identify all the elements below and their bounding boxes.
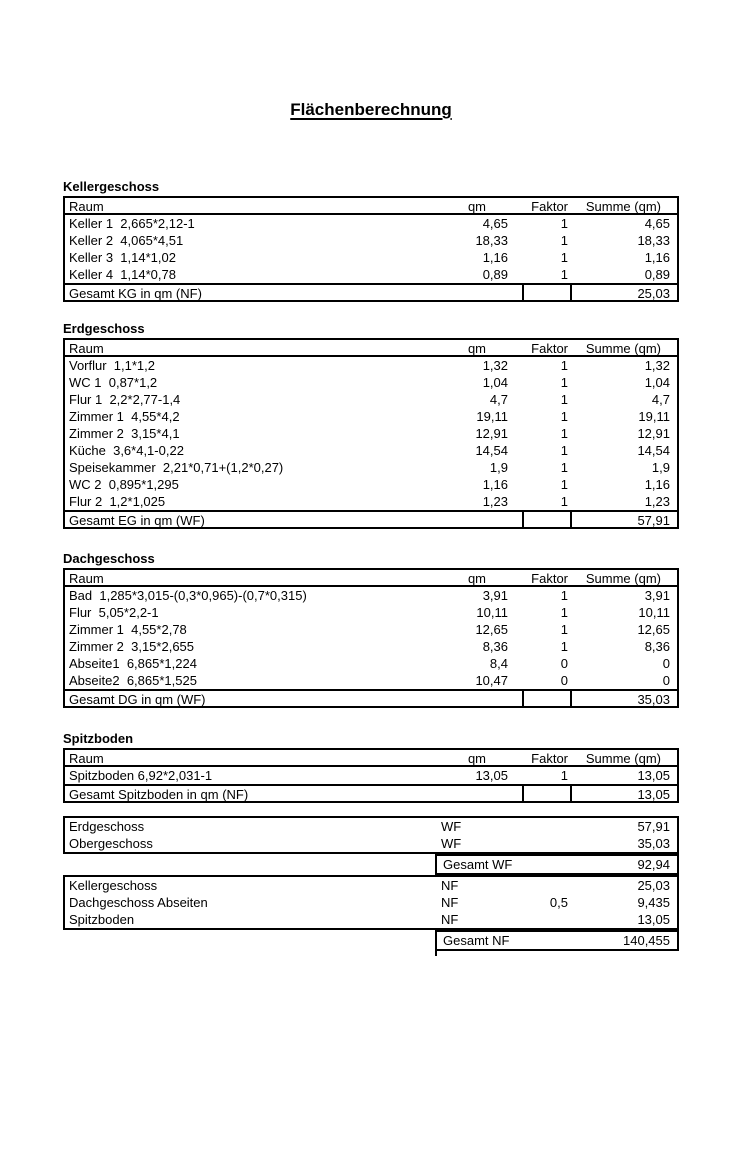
table-row	[65, 391, 677, 408]
total-value: 35,03	[637, 692, 670, 706]
document-page	[0, 100, 742, 956]
faktor-cell: 0	[560, 656, 568, 671]
total-faktor-empty-cell	[522, 786, 572, 801]
faktor-cell: 1	[560, 639, 568, 654]
table-row	[65, 357, 677, 374]
column-header-qm: qm	[467, 751, 486, 765]
qm-cell: 8,36	[482, 639, 508, 654]
table-row	[65, 266, 677, 283]
summary-value: 35,03	[637, 836, 670, 851]
summary-floor-name: Obergeschoss	[69, 836, 153, 851]
summary-row	[65, 835, 677, 852]
summe-cell: 14,54	[637, 443, 670, 458]
faktor-cell: 1	[560, 443, 568, 458]
summe-cell: 13,05	[637, 768, 670, 783]
column-header-qm: qm	[467, 571, 486, 585]
column-header-faktor: Faktor	[531, 751, 568, 765]
table-row	[65, 587, 677, 604]
summary-total-value: 140,455	[623, 933, 670, 948]
faktor-cell: 1	[560, 588, 568, 603]
room-cell: Flur 1 2,2*2,77-1,4	[69, 392, 181, 407]
area-table-spitzboden	[63, 748, 679, 803]
summary-faktor	[522, 818, 572, 835]
qm-cell: 8,4	[489, 656, 508, 671]
room-cell: Zimmer 2 3,15*2,655	[69, 639, 195, 654]
room-cell: WC 2 0,895*1,295	[69, 477, 179, 492]
qm-cell: 1,04	[482, 375, 508, 390]
summe-cell: 4,7	[651, 392, 670, 407]
qm-cell: 13,05	[475, 768, 508, 783]
faktor-cell: 1	[560, 267, 568, 282]
summary-value: 25,03	[637, 878, 670, 893]
total-faktor-empty-cell	[522, 512, 572, 527]
qm-cell: 1,23	[482, 494, 508, 509]
faktor-cell: 1	[560, 409, 568, 424]
faktor-cell: 1	[560, 605, 568, 620]
section-label-erdgeschoss: Erdgeschoss	[63, 321, 145, 336]
section-label-dachgeschoss: Dachgeschoss	[63, 551, 155, 566]
qm-cell: 14,54	[475, 443, 508, 458]
room-cell: Flur 2 1,2*1,025	[69, 494, 166, 509]
total-label: Gesamt Spitzboden in qm (NF)	[69, 787, 249, 801]
column-header-faktor: Faktor	[531, 341, 568, 355]
summary-value: 9,435	[637, 895, 670, 910]
table-row	[65, 476, 677, 493]
qm-cell: 4,65	[482, 216, 508, 231]
table-row	[65, 232, 677, 249]
qm-cell: 0,89	[482, 267, 508, 282]
area-table-erdgeschoss	[63, 338, 679, 529]
column-header-raum: Raum	[69, 571, 104, 585]
qm-cell: 12,91	[475, 426, 508, 441]
summe-cell: 1,16	[644, 477, 670, 492]
section-label-kellergeschoss: Kellergeschoss	[63, 179, 160, 194]
room-cell: Keller 3 1,14*1,02	[69, 250, 176, 265]
faktor-cell: 1	[560, 358, 568, 373]
summe-cell: 1,04	[644, 375, 670, 390]
faktor-cell: 1	[560, 233, 568, 248]
table-row	[65, 621, 677, 638]
summary-nf-total-box	[435, 930, 679, 951]
faktor-cell: 0	[560, 673, 568, 688]
table-row	[65, 249, 677, 266]
column-header-summe: Summe (qm)	[585, 751, 661, 765]
summe-cell: 0	[662, 673, 670, 688]
page-title: Flächenberechnung	[290, 100, 452, 119]
room-cell: Spitzboden 6,92*2,031-1	[69, 768, 213, 783]
summary-row	[65, 894, 677, 911]
faktor-cell: 1	[560, 494, 568, 509]
summary-wf-box	[63, 816, 679, 854]
room-cell: Zimmer 1 4,55*4,2	[69, 409, 180, 424]
summary-wf-total-box	[435, 854, 679, 875]
summary-total-value: 92,94	[637, 857, 670, 872]
table-total-row	[65, 510, 677, 527]
summe-cell: 0,89	[644, 267, 670, 282]
table-header-row	[65, 340, 677, 357]
faktor-cell: 1	[560, 250, 568, 265]
summary-row	[65, 818, 677, 835]
table-total-row	[65, 689, 677, 706]
table-row	[65, 672, 677, 689]
faktor-cell: 1	[560, 216, 568, 231]
total-value: 25,03	[637, 286, 670, 300]
table-row	[65, 442, 677, 459]
table-total-row	[65, 784, 677, 801]
summary-total-label: Gesamt WF	[443, 857, 513, 872]
room-cell: Zimmer 1 4,55*2,78	[69, 622, 187, 637]
qm-cell: 1,16	[482, 250, 508, 265]
qm-cell: 3,91	[482, 588, 508, 603]
faktor-cell: 1	[560, 426, 568, 441]
summary-area-type: NF	[441, 912, 459, 927]
summary-value: 13,05	[637, 912, 670, 927]
summary-area-type: NF	[441, 878, 459, 893]
table-row	[65, 604, 677, 621]
qm-cell: 19,11	[476, 409, 508, 424]
room-cell: Flur 5,05*2,2-1	[69, 605, 159, 620]
summe-cell: 19,11	[638, 409, 670, 424]
qm-cell: 1,9	[489, 460, 508, 475]
summary-faktor: 0,5	[549, 895, 568, 910]
summe-cell: 1,23	[644, 494, 670, 509]
faktor-cell: 1	[560, 460, 568, 475]
section-label-spitzboden: Spitzboden	[63, 731, 134, 746]
summe-cell: 1,16	[644, 250, 670, 265]
area-table-kellergeschoss	[63, 196, 679, 302]
table-row	[65, 638, 677, 655]
border-stub	[435, 951, 437, 956]
qm-cell: 1,32	[482, 358, 508, 373]
summary-faktor	[522, 911, 572, 928]
qm-cell: 4,7	[489, 392, 508, 407]
summary-section	[63, 816, 679, 956]
summary-total-label: Gesamt NF	[443, 933, 510, 948]
room-cell: Abseite2 6,865*1,525	[69, 673, 197, 688]
faktor-cell: 1	[560, 768, 568, 783]
summary-faktor	[522, 835, 572, 852]
room-cell: Keller 2 4,065*4,51	[69, 233, 184, 248]
total-faktor-empty-cell	[522, 691, 572, 706]
faktor-cell: 1	[560, 622, 568, 637]
table-header-row	[65, 750, 677, 767]
room-cell: Vorflur 1,1*1,2	[69, 358, 155, 373]
column-header-raum: Raum	[69, 199, 104, 213]
table-row	[65, 767, 677, 784]
summary-floor-name: Kellergeschoss	[69, 878, 158, 893]
summary-area-type: WF	[441, 819, 462, 834]
table-row	[65, 425, 677, 442]
qm-cell: 10,11	[476, 605, 508, 620]
summe-cell: 12,65	[637, 622, 670, 637]
table-row	[65, 374, 677, 391]
qm-cell: 1,16	[482, 477, 508, 492]
total-value: 13,05	[637, 787, 670, 801]
summary-area-type: NF	[441, 895, 459, 910]
column-header-summe: Summe (qm)	[585, 199, 661, 213]
summe-cell: 1,32	[644, 358, 670, 373]
summary-floor-name: Spitzboden	[69, 912, 135, 927]
qm-cell: 12,65	[475, 622, 508, 637]
column-header-summe: Summe (qm)	[585, 571, 661, 585]
qm-cell: 10,47	[475, 673, 508, 688]
summary-floor-name: Dachgeschoss Abseiten	[69, 895, 208, 910]
summe-cell: 1,9	[651, 460, 670, 475]
summe-cell: 10,11	[638, 605, 670, 620]
summary-row	[65, 911, 677, 928]
total-label: Gesamt DG in qm (WF)	[69, 692, 206, 706]
room-cell: WC 1 0,87*1,2	[69, 375, 158, 390]
room-cell: Keller 4 1,14*0,78	[69, 267, 176, 282]
room-cell: Küche 3,6*4,1-0,22	[69, 443, 184, 458]
summary-nf-box	[63, 875, 679, 930]
total-label: Gesamt EG in qm (WF)	[69, 513, 205, 527]
total-faktor-empty-cell	[522, 285, 572, 300]
table-row	[65, 493, 677, 510]
faktor-cell: 1	[560, 375, 568, 390]
column-header-qm: qm	[467, 199, 486, 213]
room-cell: Keller 1 2,665*2,12-1	[69, 216, 195, 231]
table-header-row	[65, 570, 677, 587]
column-header-raum: Raum	[69, 751, 104, 765]
summe-cell: 4,65	[644, 216, 670, 231]
summary-faktor	[522, 877, 572, 894]
summe-cell: 0	[662, 656, 670, 671]
summe-cell: 18,33	[637, 233, 670, 248]
qm-cell: 18,33	[475, 233, 508, 248]
column-header-raum: Raum	[69, 341, 104, 355]
total-value: 57,91	[637, 513, 670, 527]
column-header-faktor: Faktor	[531, 571, 568, 585]
summe-cell: 8,36	[644, 639, 670, 654]
table-row	[65, 408, 677, 425]
summary-area-type: WF	[441, 836, 462, 851]
column-header-summe: Summe (qm)	[585, 341, 661, 355]
area-table-dachgeschoss	[63, 568, 679, 708]
table-total-row	[65, 283, 677, 300]
column-header-faktor: Faktor	[531, 199, 568, 213]
table-row	[65, 459, 677, 476]
faktor-cell: 1	[560, 477, 568, 492]
summe-cell: 3,91	[644, 588, 670, 603]
summary-value: 57,91	[637, 819, 670, 834]
faktor-cell: 1	[560, 392, 568, 407]
summary-floor-name: Erdgeschoss	[69, 819, 145, 834]
summe-cell: 12,91	[637, 426, 670, 441]
total-label: Gesamt KG in qm (NF)	[69, 286, 202, 300]
table-row	[65, 655, 677, 672]
table-header-row	[65, 198, 677, 215]
summary-row	[65, 877, 677, 894]
table-row	[65, 215, 677, 232]
column-header-qm: qm	[467, 341, 486, 355]
room-cell: Zimmer 2 3,15*4,1	[69, 426, 180, 441]
room-cell: Speisekammer 2,21*0,71+(1,2*0,27)	[69, 460, 284, 475]
room-cell: Abseite1 6,865*1,224	[69, 656, 197, 671]
room-cell: Bad 1,285*3,015-(0,3*0,965)-(0,7*0,315)	[69, 588, 307, 603]
document-content	[63, 180, 679, 956]
